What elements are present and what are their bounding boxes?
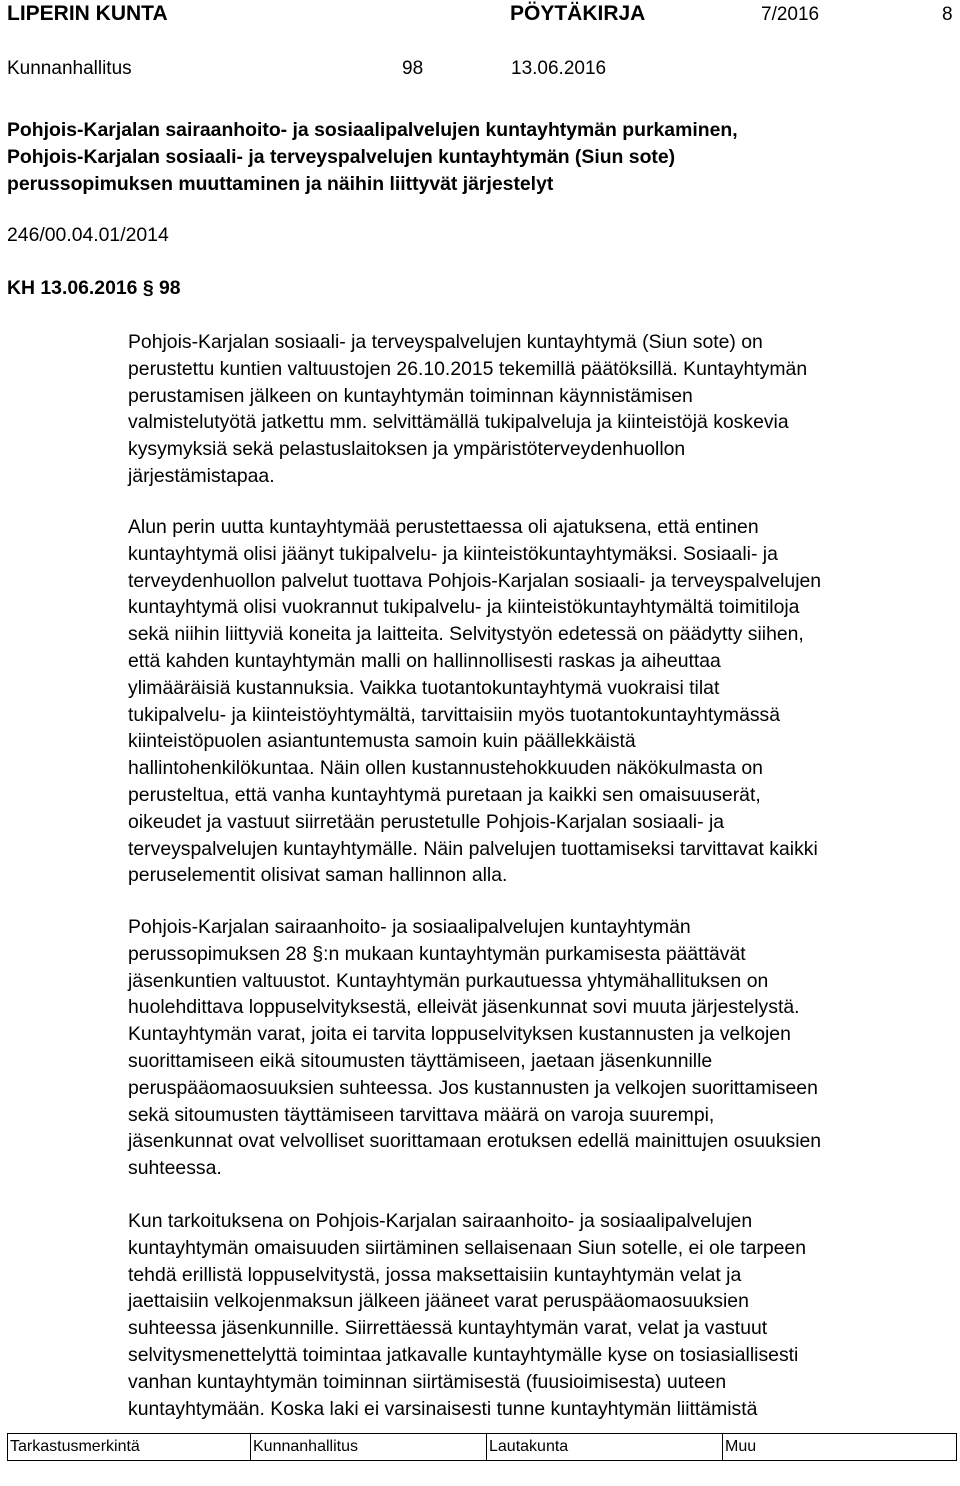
text-line: terveydenhuollon palvelut tuottava Pohjois-Karjalan sosiaali- ja terveyspalvelujen bbox=[128, 569, 822, 592]
text-line: huolehdittava loppuselvityksestä, elleivät jäsenkunnat sovi muuta järjestelystä. bbox=[128, 996, 800, 1019]
text-line: peruselementit olisivat saman hallinnon alla. bbox=[128, 864, 508, 887]
text-line: valmistelutyötä jatkettu mm. selvittämällä tukipalveluja ja kiinteistöjä koskevia bbox=[128, 411, 789, 434]
text-line: että kahden kuntayhtymän malli on hallinnollisesti raskas ja aiheuttaa bbox=[128, 649, 721, 672]
text-line: kuntayhtymä olisi jäänyt tukipalvelu- ja kiinteistökuntayhtymäksi. Sosiaali- ja bbox=[128, 542, 778, 565]
title-line: Pohjois-Karjalan sosiaali- ja terveyspalvelujen kuntayhtymän (Siun sote) bbox=[7, 146, 676, 168]
text-line: perustamisen jälkeen on kuntayhtymän toiminnan käynnistämisen bbox=[128, 384, 693, 407]
footer-table bbox=[7, 1433, 957, 1461]
kh-reference: KH 13.06.2016 § 98 bbox=[7, 277, 181, 299]
text-line: ylimääräisiä kustannuksia. Vaikka tuotantokuntayhtymä vuokraisi tilat bbox=[128, 676, 720, 699]
text-line: Alun perin uutta kuntayhtymää perustettaessa oli ajatuksena, että entinen bbox=[128, 516, 759, 538]
text-line: järjestämistapaa. bbox=[128, 464, 275, 487]
body-name: Kunnanhallitus bbox=[7, 58, 132, 79]
text-line: tukipalvelu- ja kiinteistöyhtymältä, tarvittaisiin myös tuotantokuntayhtymässä bbox=[128, 703, 781, 726]
text-line: Kuntayhtymän varat, joita ei tarvita loppuselvityksen kustannusten ja velkojen bbox=[128, 1023, 791, 1046]
text-line: kuntayhtymään. Koska laki ei varsinaisesti tunne kuntayhtymän liittämistä bbox=[128, 1397, 758, 1420]
text-line: perusteltua, että vanha kuntayhtymä puretaan ja kaikki sen omaisuuserät, bbox=[128, 783, 761, 806]
text-line: Pohjois-Karjalan sairaanhoito- ja sosiaalipalvelujen kuntayhtymän bbox=[128, 916, 691, 938]
text-line: sekä niihin liittyviä koneita ja laitteita. Selvitystyön edetessä on päädytty siihen, bbox=[128, 623, 804, 646]
text-line: vanhan kuntayhtymän toiminnan siirtämisestä (fuusioimisesta) uuteen bbox=[128, 1370, 727, 1393]
text-line: terveyspalvelujen kuntayhtymälle. Näin palvelujen tuottamiseksi tarvittavat kaikki bbox=[128, 837, 818, 860]
title-line: Pohjois-Karjalan sairaanhoito- ja sosiaalipalvelujen kuntayhtymän purkaminen, bbox=[7, 119, 738, 141]
footer-cell-committee: Lautakunta bbox=[487, 1434, 723, 1460]
document-type: PÖYTÄKIRJA bbox=[510, 2, 646, 25]
paragraph-3 bbox=[128, 914, 958, 1182]
text-line: Kun tarkoituksena on Pohjois-Karjalan sairaanhoito- ja sosiaalipalvelujen bbox=[128, 1210, 753, 1232]
text-line: sekä sitoumusten täyttämiseen tarvittava määrä on varoja suurempi, bbox=[128, 1103, 715, 1126]
diary-number: 246/00.04.01/2014 bbox=[7, 224, 169, 246]
text-line: perustettu kuntien valtuustojen 26.10.2015 tekemillä päätöksillä. Kuntayhtymän bbox=[128, 357, 808, 380]
text-line: tehdä erillistä loppuselvitystä, jossa maksettaisiin kuntayhtymän velat ja bbox=[128, 1263, 742, 1286]
paragraph-1 bbox=[128, 329, 958, 490]
text-line: kiinteistöpuolen asiantuntemusta samoin kuin päällekkäistä bbox=[128, 730, 636, 753]
text-line: Pohjois-Karjalan sosiaali- ja terveyspalvelujen kuntayhtymä (Siun sote) on bbox=[128, 331, 763, 353]
text-line: suhteessa. bbox=[128, 1157, 222, 1180]
item-title bbox=[7, 117, 947, 198]
section-number: 98 bbox=[402, 58, 424, 79]
text-line: perussopimuksen 28 §:n mukaan kuntayhtymän purkamisesta päättävät bbox=[128, 942, 746, 965]
title-line: perussopimuksen muuttaminen ja näihin liittyvät järjestelyt bbox=[7, 173, 554, 195]
text-line: suhteessa jäsenkunnille. Siirrettäessä kuntayhtymän varat, velat ja vastuut bbox=[128, 1317, 768, 1340]
text-line: kuntayhtymä olisi vuokrannut tukipalvelu- ja kiinteistökuntayhtymältä toimitiloja bbox=[128, 596, 800, 619]
municipality-name: LIPERIN KUNTA bbox=[7, 2, 168, 25]
text-line: kuntayhtymän omaisuuden siirtäminen sellaisenaan Siun sotelle, ei ole tarpeen bbox=[128, 1236, 807, 1259]
footer-cell-other: Muu bbox=[725, 1438, 757, 1455]
meeting-date: 13.06.2016 bbox=[511, 58, 607, 79]
page-number: 8 bbox=[942, 4, 953, 25]
text-line: kysymyksiä sekä pelastuslaitoksen ja ympäristöterveydenhuollon bbox=[128, 438, 686, 461]
footer-cell-board: Kunnanhallitus bbox=[251, 1434, 487, 1460]
footer-cell-check: Tarkastusmerkintä bbox=[8, 1434, 251, 1460]
paragraph-4 bbox=[128, 1208, 958, 1422]
paragraph-2 bbox=[128, 514, 958, 889]
document-number: 7/2016 bbox=[761, 4, 820, 25]
text-line: jäsenkuntien valtuustot. Kuntayhtymän purkautuessa yhtymähallituksen on bbox=[128, 969, 769, 992]
text-line: oikeudet ja vastuut siirretään perustetulle Pohjois-Karjalan sosiaali- ja bbox=[128, 810, 725, 833]
text-line: suorittamiseen eikä sitoumusten täyttämiseen, jaetaan jäsenkunnille bbox=[128, 1049, 713, 1072]
text-line: selvitysmenettelyttä toimintaa jatkavalle kuntayhtymälle kyse on tosiasiallisesti bbox=[128, 1343, 799, 1366]
text-line: jaettaisiin velkojenmaksun jälkeen jääneet varat peruspääomaosuuksien bbox=[128, 1290, 749, 1313]
text-line: hallintohenkilökuntaa. Näin ollen kustannustehokkuuden näkökulmasta on bbox=[128, 757, 763, 780]
text-line: peruspääomaosuuksien suhteessa. Jos kustannusten ja velkojen suorittamiseen bbox=[128, 1076, 818, 1099]
text-line: jäsenkunnat ovat velvolliset suorittamaan erotuksen edellä mainittujen osuuksien bbox=[128, 1130, 822, 1153]
